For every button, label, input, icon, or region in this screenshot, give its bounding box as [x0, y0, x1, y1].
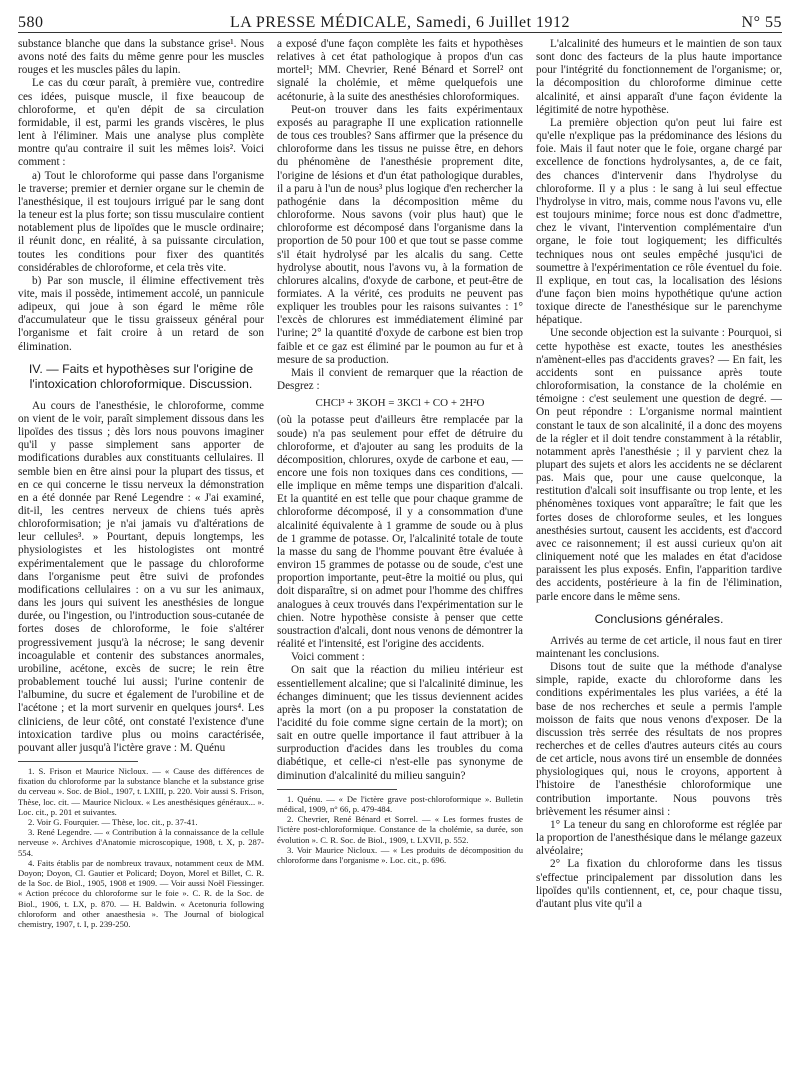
footnote-rule — [18, 761, 138, 762]
paragraph: Mais il convient de remarquer que la réaction de Desgrez : — [277, 366, 523, 393]
paragraph: Une seconde objection est la suivante : Pourquoi, si cette hypothèse est exacte, toutes les anesthésies n'amènent-elles pas d'accidents graves? — En fait, les accidents sont en puissance après toute chloroformisation, la constance de la cholémie en témoigne : c'est seulement une question de degré. — On peut répondre : L'organisme normal maintient constant le taux de son alcalinité, il a donc des moyens de la régler et il doit tendre constamment à la rétablir, notamment après l'anesthésie ; il y parvient chez la plupart des sujets et alors les accidents ne se déclarent pas. Mais que, pour une cause quelconque, la restitution d'alcali soit insuffisante ou trop lente, et les phénomènes toxiques vont apparaître; le fait que les fortes doses de chloroforme seules, et les longues anesthésies surtout, causent les accidents, est d'accord avec ce raisonnement; il est aussi curieux qu'on ait cliniquement noté que les malades en état d'acidose paraissent les plus exposés. Enfin, l'apparition tardive des accidents, postérieure à la fin de l'élimination, parle encore dans le même sens. — [536, 327, 782, 603]
paragraph: a exposé d'une façon complète les faits et hypothèses relatives à cet état pathologique à propos d'un cas mortel¹; MM. Chevrier, René Bénard et Sorrel² ont signalé la cholémie, et même quelquefois une acétonurie, à la suite des anesthésies chloroformiques. — [277, 38, 523, 103]
journal-title: LA PRESSE MÉDICALE, Samedi, 6 Juillet 1912 — [229, 14, 571, 31]
running-header — [18, 10, 782, 33]
footnote-rule — [277, 789, 397, 790]
footnote: 1. S. Frison et Maurice Nicloux. — « Cause des différences de fixation du chloroforme par la substance blanche et la substance grise du cerveau ». Soc. de Biol., 1907, t. LXIII, p. 220. Voir aussi S. Frison, Thèse, loc. cit. — Maurice Nicloux. « Les anesthésiques généraux... ». Loc. cit., p. 201 et suivantes. — [18, 765, 264, 817]
paragraph: 1° La teneur du sang en chloroforme est réglée par la proportion de l'anesthésique dans le mélange gazeux alvéolaire; — [536, 818, 782, 858]
paragraph: b) Par son muscle, il élimine effectivement très vite, mais il possède, intimement accolé, un pannicule adipeux, qui joue à son égard le même rôle d'accumulateur que le tissu graisseux général pour l'organisme et fait croire à un retard de son élimination. — [18, 274, 264, 353]
page-number: 580 — [18, 14, 44, 31]
footnote: 3. René Legendre. — « Contribution à la connaissance de la cellule nerveuse ». Archives d'Anatomie microscopique, 1908, t. X, p. 287-554. — [18, 827, 264, 858]
column-middle — [277, 38, 523, 1074]
section-heading: Conclusions générales. — [594, 611, 724, 626]
paragraph: L'alcalinité des humeurs et le maintien de son taux sont donc des facteurs de la plus haute importance pour l'intégrité du fonctionnement de l'organisme; or, la décomposition du chloroforme diminue cette alcalinité, et ainsi apparaît d'une façon évidente la légitimité de notre hypothèse. — [536, 38, 782, 116]
paragraph: substance blanche que dans la substance grise¹. Nous avons noté des faits du même genre pour les muscles rouges et les muscles pâles du lapin. — [18, 38, 264, 77]
column-right — [536, 38, 782, 1074]
paragraph: (où la potasse peut d'ailleurs être remplacée par la soude) n'a pas seulement pour effet de détruire du chloroforme, et d'ajouter au sang les produits de la décomposition, chlorures, oxyde de carbone et eau, — encore une fois non toxiques dans ces conditions, — elle implique en même temps une disparition d'alcali. Et la quantité en est telle que pour chaque gramme de chloroforme décomposé, il y a consommation d'une alcalinité équivalente à 1 gramme de soude ou à plus de 1 gramme de potasse. Or, l'alcalinité totale de toute la masse du sang de l'homme pouvant être évaluée à environ 15 grammes de potasse ou de soude, c'est une proportion importante, peut-être la moitié ou plus, qui doit disparaître, si on admet pour l'homme des chiffres analogues à ceux trouvés dans l'expérimentation sur le chien. Notre hypothèse consiste à penser que cette soustraction d'alcali, dont nous venons de démontrer la réalité et l'intensité, est l'origine des accidents. — [277, 414, 523, 651]
column-left — [18, 38, 264, 1074]
footnote: 2. Chevrier, René Bénard et Sorrel. — « Les formes frustes de l'ictère post-chloroformique. Constance de la cholémie, sa durée, son évolution ». C. R. Soc. de Biol., 1909, t. LXVII, p. 552. — [277, 814, 523, 845]
footnotes — [277, 794, 523, 865]
paragraph: Peut-on trouver dans les faits expérimentaux exposés au paragraphe II une explication rationnelle de tous ces troubles? Sans affirmer que la présence du chloroforme dans les tissus ne puisse être, en dehors du phénomène de l'anesthésie proprement dite, l'origine de lésions et d'un état pathologique durables, il a paru à l'un de nous³ plus logique d'en rechercher la pathogénie dans la décomposition même du chloroforme. Nous savons (voir plus haut) que le chloroforme est décomposé dans l'organisme dans la proportion de 50 pour 100 et que tout se passe comme s'il était hydrolysé par les alcalis du sang. Cette hydrolyse aboutit, nous l'avons vu, à la formation de chlorures alcalins, d'oxyde de carbone, et peut-être de formiates. A la vérité, ces produits ne peuvent pas expliquer les troubles pour les raisons suivantes : 1° l'excès de chlorures est immédiatement éliminé par l'urine; 2° la quantité d'oxyde de carbone est bien trop faible et ce gaz est éliminé par le poumon au fur et à mesure de sa production. — [277, 103, 523, 366]
text-columns — [18, 38, 782, 1074]
paragraph: Le cas du cœur paraît, à première vue, contredire ces idées, puisque muscle, il fixe beaucoup de chloroforme, et qu'en dépit de sa circulation formidable, il est, parmi les grands viscères, le plus lent à l'éliminer. Mais une analyse plus complète montre qu'au contraire il suit les mêmes lois². Voici comment : — [18, 77, 264, 169]
paragraph: La première objection qu'on peut lui faire est qu'elle n'explique pas la prédominance des lésions du foie. Mais il faut noter que le foie, organe chargé par excellence de fonctions hydrolysantes, a, de ce fait, des chances d'intervenir dans l'hydrolyse du chloroforme. Il y a plus : le sang à lui seul effectue l'hydrolyse in vitro, mais, comme nous l'avons vu, elle est toujours minime; force nous est donc d'admettre, chez le vivant, l'intervention complémentaire d'un organe, le foie tout logiquement; les difficultés techniques nous ont seules empêché jusqu'ici de soumettre à l'expérimentation ce rôle éventuel du foie. Il explique, en tout cas, la localisation des lésions d'une façon bien moins hypothétique qu'une action toxique directe de l'anesthésique sur le parenchyme hépatique. — [536, 116, 782, 327]
footnote: 1. Quénu. — « De l'ictère grave post-chloroformique ». Bulletin médical, 1909, n° 66, p. 479-484. — [277, 793, 523, 814]
footnote: 2. Voir G. Fourquier. — Thèse, loc. cit., p. 37-41. — [28, 816, 198, 827]
paragraph: On sait que la réaction du milieu intérieur est essentiellement alcaline; que si l'alcalinité diminue, les échanges diminuent; que les tissus deviennent acides après la mort (on a pu proposer la constatation de l'acidité du foie comme signe certain de la mort); on sait en outre quelle importance il faut attribuer à la surproduction d'acides dans les troubles du coma diabétique, et celle-ci n'est-elle pas synonyme de diminution d'alcalinité du milieu sanguin? — [277, 664, 523, 782]
footnotes — [18, 766, 264, 929]
footnote: 3. Voir Maurice Nicloux. — « Les produits de décomposition du chloroforme dans l'organisme ». Loc. cit., p. 696. — [277, 844, 523, 865]
section-heading: IV. — Faits et hypothèses sur l'origine de l'intoxication chloroformique. Discussion. — [28, 361, 254, 391]
paragraph: 2° La fixation du chloroforme dans les tissus s'effectue principalement par dissolution dans les lipoïdes qu'ils contiennent, et, ce, pour chaque tissu, d'autant plus vite qu'il a — [536, 858, 782, 910]
issue-number: N° 55 — [741, 14, 782, 31]
paragraph: a) Tout le chloroforme qui passe dans l'organisme le traverse; premier et dernier organe sur le chemin de l'anesthésique, il est toujours irrigué par le sang dont la teneur est la plus forte; son tissu musculaire contient notablement plus de lipoïdes que le muscle ordinaire; il réunit donc, en réalité, à sa puissante circulation, toutes les conditions pour fixer des quantités considérables de chloroforme, et cela très vite. — [18, 169, 264, 274]
paragraph: Disons tout de suite que la méthode d'analyse simple, rapide, exacte du chloroforme dans les conditions expérimentales les plus variées, a été la base de nos recherches et seule a permis l'ample moisson de faits que nous venons d'exposer. De la discussion très serrée des résultats de nos propres recherches et de celles d'autres auteurs cités au cours de cet article, nous avons tiré un ensemble de données physiologiques qui, nous le croyons, apportent à l'histoire de l'anesthésie chloroformique une contribution importante. Nous pouvons très brièvement les résumer ainsi : — [536, 661, 782, 818]
footnote: 4. Faits établis par de nombreux travaux, notamment ceux de MM. Doyon; Doyon, Cl. Gautier et Policard; Doyon, Morel et Billet, C. R. de la Soc. de Biol., 1905, 1908 et 1909. — Voir aussi Noël Fiessinger. « Action précoce du chloroforme sur le foie ». C. R. de la Soc. de Biol., 1906, t. LX, p. 870. — H. Baldwin. « Acetonuria following chloroform and other anaesthesia ». The Journal of biological chemistry, 1907, t. I, p. 239-250. — [18, 857, 264, 930]
paragraph: Au cours de l'anesthésie, le chloroforme, comme on vient de le voir, paraît simplement dissous dans les lipoïdes des tissus ; dès lors nous pouvons imaginer qu'il y passe simplement sans apporter de modifications durables aux constituants cellulaires. Il semble bien en être ainsi pour la plupart des tissus, et en ce qui concerne le tissu nerveux la démonstration en a été donnée par René Legendre : « J'ai examiné, dit-il, les centres nerveux de chiens tués après chloroformisation; je n'ai jamais vu d'altérations de leur cellules³. » Pourtant, depuis longtemps, les physiologistes et les histologistes ont montré expérimentalement que le passage du chloroforme dans l'organisme peut être suivi de profondes modifications cellulaires : on a vu sur les animaux, dans les jours qui suivent les anesthésies de longue durée, ou l'ingestion, ou l'introduction sous-cutanée de fortes doses de chloroforme, le foie s'altérer progressivement jusqu'à la nécrose; le sang devenir incoagulable et contenir des substances anormales, urobiline, acétone, excès de sucre; le rein être probablement touché lui aussi; l'urine contenir de l'albumine, du sucre et également de l'urobiline et de l'acétone ; et la mort survenir en quelques jours⁴. Les cliniciens, de leur côté, ont constaté l'existence d'une intoxication tardive plus ou moins caractérisée, pouvant aller jusqu'à l'ictère grave : M. Quénu — [18, 399, 264, 754]
paragraph: Voici comment : — [291, 651, 365, 664]
chemical-formula: CHCl³ + 3KOH = 3KCl + CO + 2H²O — [315, 397, 485, 410]
paragraph: Arrivés au terme de cet article, il nous faut en tirer maintenant les conclusions. — [536, 634, 782, 660]
